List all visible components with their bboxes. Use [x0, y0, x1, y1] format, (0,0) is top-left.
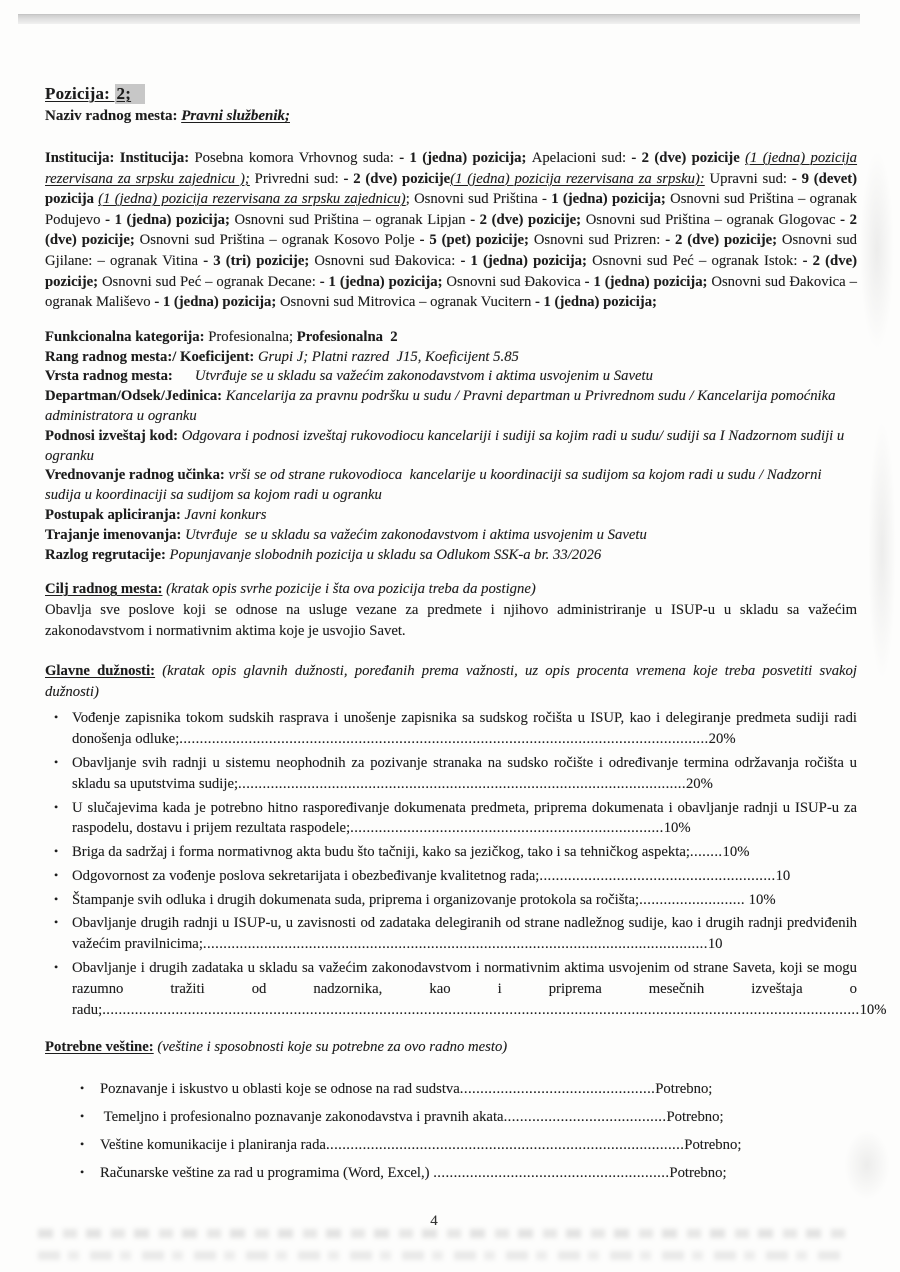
field-vrsta-radnog-mesta: Vrsta radnog mesta: Utvrđuje se u skladu sa važećim zakonodavstvom i aktima usvojenim u Savetu [45, 368, 653, 385]
dot-leader: .............................................................................................................. [238, 775, 686, 792]
dot-leader: .......................... [639, 891, 745, 908]
dot-leader: ............................................................................................................................ [202, 936, 708, 953]
duty-percent: 20% [708, 731, 736, 748]
duty-text: Vođenje zapisnika tokom sudskih rasprava i unošenje zapisnika sa sudskog ročišta u ISUP, kao i delegiranje predmeta sudiji radi donošenja odluke; [72, 710, 857, 748]
bullet-icon: • [54, 867, 59, 882]
duty-text: Obavljanje drugih radnji u ISUP-u, u zavisnosti od zadataka delegiranih od strane nadležnog sudije, kao i drugih radnji predviđenih važećim pravilnicima; [72, 915, 857, 953]
field-razlog-regrutacije: Razlog regrutacije: Popunjavanje slobodnih pozicija u skladu sa Odlukom SSK-a br. 33/2026 [45, 546, 602, 563]
skill-text: Temeljno i profesionalno poznavanje zakonodavstva i pravnih akata [100, 1109, 504, 1126]
skill-item [78, 1107, 746, 1127]
attribute-fields [45, 328, 857, 566]
field-funkcionalna-kategorija: Funkcionalna kategorija: Profesionalna; Profesionalna 2 [45, 328, 398, 345]
job-title-line: Naziv radnog mesta: Pravni službenik; [45, 108, 290, 124]
institution-paragraph: Institucija: Institucija: Posebna komora Vrhovnog suda: - 1 (jedna) pozicija; Apelacioni sud: - 2 (dve) pozicije (1 (jedna) pozicija rezervisana za srpsku zajednicu ); Privredni sud: - 2 (dve) pozicije(1 (jedna) pozicija rezervisana za srpsku): Upravni sud: - 9 (devet) pozicija (1 (jedna) pozicija rezervisana za srpsku zajednicu); Osnovni sud Priština - 1 (jedna) pozicija; Osnovni sud Priština – ogranak Podujevo - 1 (jedna) pozicija; Osnovni sud Priština – ogranak Lipjan - 2 (dve) pozicije; Osnovni sud Priština – ogranak Glogovac - 2 (dve) pozicije; Osnovni sud Priština – ogranak Kosovo Polje - 5 (pet) pozicije; Osnovni sud Prizren: - 2 (dve) pozicije; Osnovni sud Gjilane: – ogranak Vitina - 3 (tri) pozicije; Osnovni sud Đakovica: - 1 (jedna) pozicija; Osnovni sud Peć – ogranak Istok: - 2 (dve) pozicije; Osnovni sud Peć – ogranak Decane: - 1 (jedna) pozicija; Osnovni sud Đakovica - 1 (jedna) pozicija; Osnovni sud Đakovica – ogranak Mališevo - 1 (jedna) pozicija; Osnovni sud Mitrovica – ogranak Vucitern - 1 (jedna) pozicija; [45, 150, 858, 311]
bullet-icon: • [54, 915, 59, 930]
dot-leader: .................................................................................................................................. [179, 731, 709, 748]
cilj-title: Cilj radnog mesta: (kratak opis svrhe pozicije i šta ova pozicija treba da postigne) [45, 581, 536, 598]
duty-text: U slučajevima kada je potrebno hitno raspoređivanje dokumenata predmeta, priprema dokumenata i obavljanje radnji u ISUP-u za raspodelu, dostavu i prijem rezultata raspodele; [72, 799, 857, 837]
duty-text: Obavljanje svih radnji u sistemu neophodnih za pozivanje stranaka na sudsko ročište i određivanje termina održavanja ročišta u skladu sa uputstvima sudije; [72, 754, 857, 792]
field-podnosi-izvestaj: Podnosi izveštaj kod: Odgovara i podnosi izveštaj rukovodiocu kancelariji i sudiji sa kojim radi u sudu/ sudiji sa I Nadzornom sudiji u ogranku [45, 427, 848, 464]
bullet-icon: • [80, 1165, 85, 1180]
duty-item [45, 708, 857, 750]
bullet-icon: • [80, 1081, 85, 1096]
skill-item [78, 1079, 746, 1099]
duty-percent: 10 [707, 936, 723, 953]
scan-ghost-text [38, 1251, 845, 1260]
bullet-icon: • [54, 754, 59, 769]
skill-item [78, 1163, 746, 1183]
dot-leader: ........................................ [503, 1109, 667, 1126]
dot-leader: ............................................................................. [350, 820, 664, 837]
field-departman: Departman/Odsek/Jedinica: Kancelarija za pravnu podršku u sudu / Pravni departman u Privrednom sudu / Kancelarija pomoćnika administratora u ogranku [45, 388, 840, 424]
duty-item [45, 913, 857, 955]
skill-level: Potrebno; [669, 1165, 727, 1182]
bullet-icon: • [80, 1109, 85, 1124]
skill-item [78, 1135, 746, 1155]
bullet-icon: • [54, 710, 59, 725]
skill-level: Potrebno; [666, 1109, 724, 1126]
duty-item [45, 866, 857, 887]
skill-level: Potrebno; [655, 1081, 713, 1098]
duty-item [45, 890, 857, 911]
potrebne-title: Potrebne veštine: (veštine i sposobnosti koje su potrebne za ovo radno mesto) [45, 1039, 508, 1056]
bullet-icon: • [80, 1137, 85, 1152]
duty-item [45, 958, 887, 1020]
duty-item [45, 842, 857, 863]
scan-ghost-text [38, 1229, 845, 1238]
bullet-icon: • [54, 891, 59, 906]
duty-text: Odgovornost za vođenje poslova sekretarijata i obezbeđivanje kvalitetnog rada; [72, 867, 540, 884]
dot-leader: .......................................................................................................................................................................................... [102, 1001, 860, 1018]
duty-text: Štampanje svih odluka i drugih dokumenata suda, priprema i organizovanje protokola sa ročišta; [72, 891, 640, 908]
duties-list [45, 708, 887, 1020]
cilj-body: Obavlja sve poslove koji se odnose na usluge vezane za predmete i njihovo administriranje u ISUP-u u skladu sa važećim zakonodavstvom i normativnim aktima koje je usvojio Savet. [45, 602, 857, 639]
dot-leader: ........................................................................................ [325, 1137, 685, 1154]
glavne-title: Glavne dužnosti: (kratak opis glavnih dužnosti, poređanih prema važnosti, uz opis procenta vremena koje treba posvetiti svakoj dužnosti) [45, 662, 857, 700]
duty-item [45, 798, 857, 840]
page-number: 4 [430, 1213, 438, 1230]
dot-leader: ................................................ [459, 1081, 656, 1098]
duty-percent: 10% [859, 1001, 887, 1018]
skill-text: Računarske veštine za rad u programima (Word, Excel,) [100, 1165, 434, 1182]
position-heading: Pozicija: 2; [45, 83, 857, 104]
duty-percent: 10% [722, 844, 750, 861]
section-potrebne-vestine [45, 1037, 857, 1183]
section-cilj [45, 579, 857, 641]
duty-item [45, 753, 857, 795]
skills-list [78, 1079, 746, 1183]
skill-level: Potrebno; [684, 1137, 742, 1154]
dot-leader: .......................................................... [433, 1165, 670, 1182]
section-glavne-duznosti [45, 661, 887, 1021]
bullet-icon: • [54, 960, 59, 975]
bullet-icon: • [54, 799, 59, 814]
duty-percent: 10 [775, 867, 791, 884]
skill-text: Poznavanje i iskustvo u oblasti koje se odnose na rad sudstva [100, 1081, 460, 1098]
duty-percent: 10% [663, 820, 691, 837]
duty-text: Briga da sadržaj i forma normativnog akta budu što tačniji, kako sa jezičkog, tako i sa tehničkog aspekta; [72, 844, 690, 861]
field-vrednovanje-ucinka: Vrednovanje radnog učinka: vrši se od strane rukovodioca kancelarije u koordinaciji sa sudijom sa kojom radi u sudu / Nadzorni sudija u koordinaciji sa sudijom sa kojom radi u ogranku [45, 467, 826, 504]
bullet-icon: • [54, 844, 59, 859]
dot-leader: .......................................................... [539, 867, 776, 884]
duty-percent: 10% [744, 891, 776, 908]
duty-percent: 20% [685, 775, 713, 792]
skill-text: Veštine komunikacije i planiranja rada [100, 1137, 326, 1154]
field-trajanje-imenovanja: Trajanje imenovanja: Utvrđuje se u skladu sa važećim zakonodavstvom i aktima usvojenim u Savetu [45, 526, 647, 543]
duty-text: Obavljanje i drugih zadataka u skladu sa važećim zakonodavstvom i normativnim aktima usvojenim od strane Saveta, koji se mogu razumno tražiti od nadzornika, kao i priprema mesečnih izveštaja o radu; [72, 960, 857, 1018]
field-rang-koeficijent: Rang radnog mesta:/ Koeficijent: Grupi J; Platni razred J15, Koeficijent 5.85 [45, 348, 519, 365]
dot-leader: ........ [689, 844, 723, 861]
field-postupak-apliciranja: Postupak apliciranja: Javni konkurs [45, 506, 267, 523]
